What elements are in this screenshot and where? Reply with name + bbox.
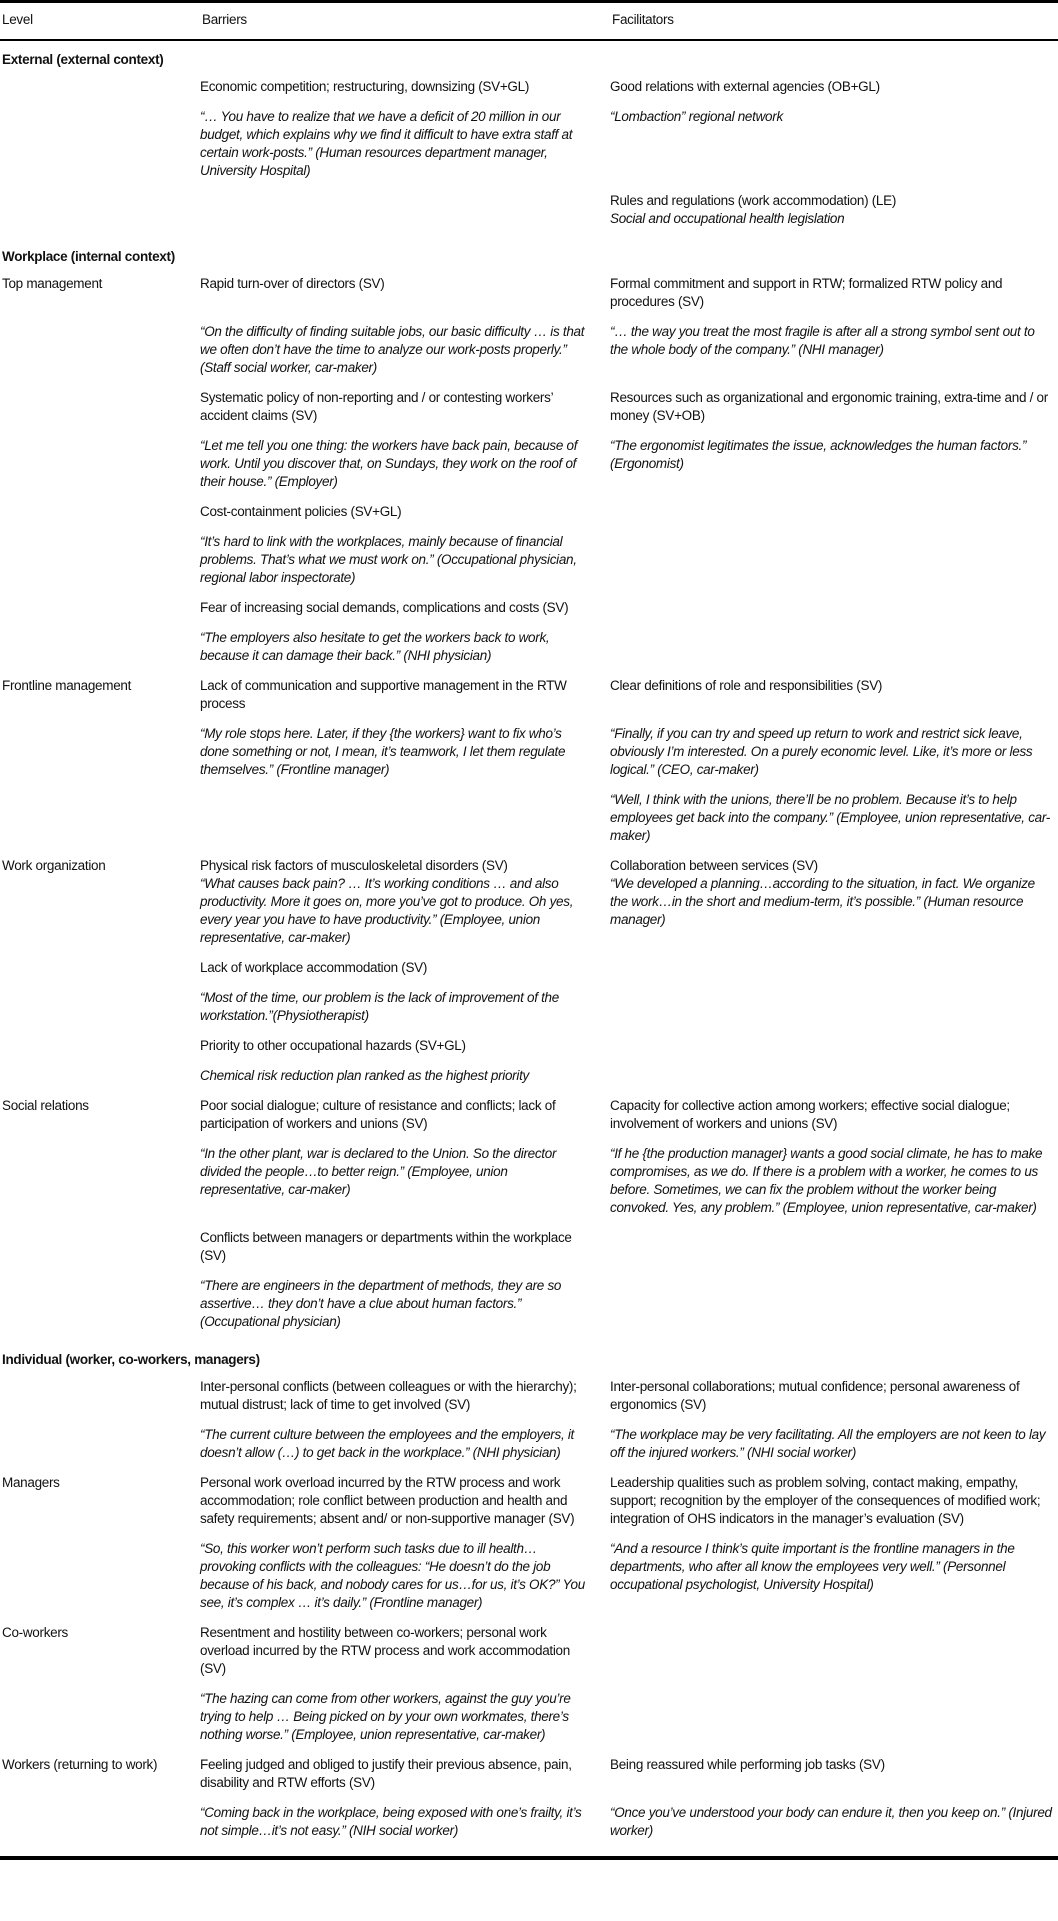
barrier-facilitator-pair	[200, 677, 1058, 713]
barriers-cell	[200, 1097, 610, 1133]
facilitators-cell	[610, 389, 1058, 425]
facilitators-cell	[610, 1067, 1058, 1068]
barrier-statement: Fear of increasing social demands, complications and costs (SV)	[200, 600, 569, 615]
facilitators-cell	[610, 437, 1058, 473]
barriers-cell	[200, 1474, 610, 1528]
barrier-quote: “On the difficulty of finding suitable jobs, our basic difficulty … is that we often don’t have the time to analyze our work-posts properly.” (Staff social worker, car-maker)	[200, 324, 585, 375]
barrier-facilitator-pair	[200, 1229, 1058, 1265]
barrier-quote: “So, this worker won’t perform such tasks due to ill health…provoking conflicts with the colleagues: “He doesn’t do the job because of his back, and nobody cares for us…for us, it’s OK?” You see, it’s complex … it’s daily.” (Frontline manager)	[200, 1541, 585, 1610]
barrier-statement: Lack of workplace accommodation (SV)	[200, 960, 428, 975]
table-row	[0, 78, 1058, 240]
facilitators-cell	[610, 1540, 1058, 1594]
barrier-facilitator-pair	[200, 725, 1058, 779]
barrier-facilitator-pair	[200, 1426, 1058, 1462]
barrier-statement: Cost-containment policies (SV+GL)	[200, 504, 402, 519]
barrier-facilitator-pair	[200, 78, 1058, 96]
barriers-cell	[200, 1229, 610, 1265]
barrier-note: Chemical risk reduction plan ranked as the highest priority	[200, 1068, 529, 1083]
barrier-facilitator-pair	[200, 1690, 1058, 1744]
facilitators-cell	[610, 959, 1058, 960]
barriers-cell	[200, 323, 610, 377]
barriers-cell	[200, 503, 610, 521]
level-cell: Co-workers	[2, 1625, 69, 1640]
barrier-quote: “Let me tell you one thing: the workers have back pain, because of work. Until you discover that, on Sundays, they work on the roof of their house.” (Employer)	[200, 438, 578, 489]
facilitator-statement: Being reassured while performing job tasks (SV)	[610, 1757, 885, 1772]
table-row	[0, 1756, 1058, 1852]
facilitators-cell	[610, 629, 1058, 630]
section-header: Workplace (internal context)	[2, 249, 175, 264]
barrier-quote: “What causes back pain? … It’s working conditions … and also productivity. More it goes on, more you’ve got to produce. Oh yes, every year you have to have productivity.” (Employee, union representative, car-maker)	[200, 876, 574, 945]
barrier-statement: Resentment and hostility between co-workers; personal work overload incurred by the RTW process and work accommodation (SV)	[200, 1625, 570, 1676]
barriers-cell	[200, 1804, 610, 1840]
level-cell: Workers (returning to work)	[2, 1757, 158, 1772]
level-cell: Work organization	[2, 858, 106, 873]
facilitators-cell	[610, 1097, 1058, 1133]
level-cell: Social relations	[2, 1098, 89, 1113]
barrier-facilitator-pair	[200, 989, 1058, 1025]
barrier-quote: “In the other plant, war is declared to the Union. So the director divided the people…to better reign.” (Employee, union representative, car-maker)	[200, 1146, 557, 1197]
table-row	[0, 677, 1058, 857]
facilitators-cell	[610, 791, 1058, 845]
facilitator-quote: “Once you’ve understood your body can endure it, then you keep on.” (Injured worker)	[610, 1805, 1052, 1838]
table-row	[0, 1378, 1058, 1474]
table-header-row	[0, 3, 1058, 41]
facilitator-statement: Formal commitment and support in RTW; formalized RTW policy and procedures (SV)	[610, 276, 1003, 309]
row-content	[200, 857, 1058, 1097]
barrier-facilitator-pair	[200, 1624, 1058, 1678]
barrier-quote: “There are engineers in the department of methods, they are so assertive… they don’t have a clue about human factors.” (Occupational physician)	[200, 1278, 562, 1329]
barrier-statement: Conflicts between managers or departments within the workplace (SV)	[200, 1230, 572, 1263]
barrier-facilitator-pair	[200, 1277, 1058, 1331]
facilitators-cell	[610, 1037, 1058, 1038]
facilitators-cell	[610, 1690, 1058, 1691]
barriers-cell	[200, 1145, 610, 1199]
facilitators-cell	[610, 857, 1058, 929]
barriers-cell	[200, 1690, 610, 1744]
table-row	[0, 857, 1058, 1097]
facilitators-cell	[610, 1426, 1058, 1462]
barrier-quote: “… You have to realize that we have a deficit of 20 million in our budget, which explains why we find it difficult to have extra staff at certain work-posts.” (Human resources department manager, University Hospital)	[200, 109, 573, 178]
facilitators-cell	[610, 108, 1058, 126]
barrier-facilitator-pair	[200, 1145, 1058, 1217]
barrier-facilitator-pair	[200, 1097, 1058, 1133]
barrier-facilitator-pair	[200, 1037, 1058, 1055]
barriers-cell	[200, 389, 610, 425]
barrier-facilitator-pair	[200, 533, 1058, 587]
facilitator-statement: Capacity for collective action among workers; effective social dialogue; involvement of workers and unions (SV)	[610, 1098, 1010, 1131]
column-header-barriers: Barriers	[202, 12, 247, 27]
barrier-facilitator-pair	[200, 1378, 1058, 1414]
barrier-facilitator-pair	[200, 791, 1058, 845]
level-cell: Top management	[2, 276, 103, 291]
level-cell: Managers	[2, 1475, 60, 1490]
facilitator-quote: “Finally, if you can try and speed up return to work and restrict sick leave, obviously I’m interested. On a purely economic level. Like, it’s more or less logical.” (CEO, car-maker)	[610, 726, 1033, 777]
facilitator-note: Social and occupational health legislation	[610, 211, 845, 226]
row-content	[200, 275, 1058, 677]
barrier-facilitator-pair	[200, 1804, 1058, 1840]
row-content	[200, 1097, 1058, 1343]
barrier-facilitator-pair	[200, 959, 1058, 977]
facilitators-cell	[610, 503, 1058, 504]
facilitator-quote: “If he {the production manager} wants a good social climate, he has to make compromises, as we do. If there is a problem with a worker, he comes to us before. Sometimes, we can fix the problem without the worker being convoked. Yes, any problem.” (Employee, union representative, car-maker)	[610, 1146, 1043, 1215]
table-row	[0, 275, 1058, 677]
barrier-quote: “Most of the time, our problem is the lack of improvement of the workstation.”(Physiotherapist)	[200, 990, 559, 1023]
column-header-level: Level	[2, 12, 33, 27]
barrier-facilitator-pair	[200, 437, 1058, 491]
barrier-facilitator-pair	[200, 857, 1058, 947]
row-content	[200, 1474, 1058, 1624]
barriers-cell	[200, 791, 610, 792]
barrier-facilitator-pair	[200, 323, 1058, 377]
facilitator-quote: “Lombaction” regional network	[610, 109, 783, 124]
row-content	[200, 78, 1058, 240]
facilitators-cell	[610, 275, 1058, 311]
barrier-facilitator-pair	[200, 503, 1058, 521]
facilitators-cell	[610, 1804, 1058, 1840]
facilitator-statement: Inter-personal collaborations; mutual confidence; personal awareness of ergonomics (SV)	[610, 1379, 1020, 1412]
barrier-statement: Feeling judged and obliged to justify their previous absence, pain, disability and RTW efforts (SV)	[200, 1757, 572, 1790]
level-cell: Frontline management	[2, 678, 132, 693]
barrier-facilitator-pair	[200, 1067, 1058, 1085]
facilitator-statement: Resources such as organizational and ergonomic training, extra-time and / or money (SV+OB)	[610, 390, 1048, 423]
barriers-cell	[200, 108, 610, 180]
facilitators-cell	[610, 323, 1058, 359]
facilitators-cell	[610, 1229, 1058, 1230]
facilitator-quote: “Well, I think with the unions, there’ll be no problem. Because it’s to help employees get back into the company.” (Employee, union representative, car-maker)	[610, 792, 1050, 843]
facilitators-cell	[610, 533, 1058, 534]
barriers-cell	[200, 677, 610, 713]
barrier-quote: “The employers also hesitate to get the workers back to work, because it can damage their back.” (NHI physician)	[200, 630, 550, 663]
facilitators-cell	[610, 677, 1058, 695]
facilitators-cell	[610, 78, 1058, 96]
barriers-cell	[200, 599, 610, 617]
facilitators-cell	[610, 1624, 1058, 1625]
barriers-cell	[200, 629, 610, 665]
facilitator-statement: Rules and regulations (work accommodation) (LE)	[610, 193, 897, 208]
facilitators-cell	[610, 989, 1058, 990]
facilitator-quote: “And a resource I think’s quite important is the frontline managers in the departments, who after all know the employees very well.” (Personnel occupational psychologist, University Hospital)	[610, 1541, 1015, 1592]
facilitators-cell	[610, 1474, 1058, 1528]
barrier-facilitator-pair	[200, 275, 1058, 311]
facilitator-quote: “… the way you treat the most fragile is after all a strong symbol sent out to the whole body of the company.” (NHI manager)	[610, 324, 1035, 357]
barrier-quote: “It’s hard to link with the workplaces, mainly because of financial problems. That’s what we must work on.” (Occupational physician, regional labor inspectorate)	[200, 534, 577, 585]
barriers-cell	[200, 533, 610, 587]
facilitator-statement: Clear definitions of role and responsibilities (SV)	[610, 678, 883, 693]
row-content	[200, 677, 1058, 857]
table-row	[0, 1474, 1058, 1624]
facilitators-cell	[610, 1277, 1058, 1278]
barrier-facilitator-pair	[200, 192, 1058, 228]
facilitator-quote: “The workplace may be very facilitating. All the employers are not keen to lay off the injured workers.” (NHI social worker)	[610, 1427, 1046, 1460]
facilitators-cell	[610, 192, 1058, 228]
row-content	[200, 1624, 1058, 1756]
facilitators-cell	[610, 1756, 1058, 1774]
barrier-statement: Inter-personal conflicts (between colleagues or with the hierarchy); mutual distrust; lack of time to get involved (SV)	[200, 1379, 577, 1412]
barriers-cell	[200, 989, 610, 1025]
facilitators-cell	[610, 1145, 1058, 1217]
barriers-cell	[200, 1277, 610, 1331]
barriers-cell	[200, 1067, 610, 1085]
facilitator-quote: “We developed a planning…according to the situation, in fact. We organize the work…in the short and medium-term, it’s possible.” (Human resource manager)	[610, 876, 1035, 927]
barrier-facilitator-pair	[200, 629, 1058, 665]
barriers-cell	[200, 1540, 610, 1612]
barrier-statement: Systematic policy of non-reporting and / or contesting workers’ accident claims (SV)	[200, 390, 553, 423]
barriers-cell	[200, 857, 610, 947]
barrier-statement: Poor social dialogue; culture of resistance and conflicts; lack of participation of workers and unions (SV)	[200, 1098, 556, 1131]
barriers-cell	[200, 1378, 610, 1414]
barriers-cell	[200, 959, 610, 977]
section-header: External (external context)	[2, 52, 164, 67]
barriers-cell	[200, 192, 610, 193]
table-body	[0, 41, 1058, 1852]
barriers-cell	[200, 437, 610, 491]
barriers-cell	[200, 78, 610, 96]
row-content	[200, 1378, 1058, 1474]
barriers-cell	[200, 1624, 610, 1678]
barrier-facilitator-pair	[200, 1474, 1058, 1528]
barrier-facilitator-pair	[200, 599, 1058, 617]
barriers-cell	[200, 1037, 610, 1055]
facilitator-statement: Collaboration between services (SV)	[610, 858, 818, 873]
barrier-quote: “The hazing can come from other workers, against the guy you’re trying to help … Being picked on by your own workmates, there’s nothing worse.” (Employee, union representative, car-maker)	[200, 1691, 571, 1742]
barrier-statement: Personal work overload incurred by the RTW process and work accommodation; role conflict between production and health and safety requirements; absent and/ or non-supportive manager (SV)	[200, 1475, 575, 1526]
column-header-facilitators: Facilitators	[612, 12, 674, 27]
barrier-facilitator-pair	[200, 389, 1058, 425]
facilitators-cell	[610, 725, 1058, 779]
barrier-facilitator-pair	[200, 108, 1058, 180]
row-content	[200, 1756, 1058, 1852]
barrier-statement: Physical risk factors of musculoskeletal disorders (SV)	[200, 858, 508, 873]
barrier-facilitator-pair	[200, 1540, 1058, 1612]
table-row	[0, 1624, 1058, 1756]
barriers-cell	[200, 1426, 610, 1462]
barrier-facilitator-pair	[200, 1756, 1058, 1792]
section-header: Individual (worker, co-workers, managers)	[2, 1352, 260, 1367]
barrier-statement: Rapid turn-over of directors (SV)	[200, 276, 385, 291]
facilitator-statement: Good relations with external agencies (OB+GL)	[610, 79, 880, 94]
table-row	[0, 1097, 1058, 1343]
facilitators-cell	[610, 1378, 1058, 1414]
barrier-statement: Economic competition; restructuring, downsizing (SV+GL)	[200, 79, 530, 94]
barrier-quote: “Coming back in the workplace, being exposed with one’s frailty, it’s not simple…it’s not easy.” (NIH social worker)	[200, 1805, 582, 1838]
barriers-cell	[200, 725, 610, 779]
barrier-statement: Priority to other occupational hazards (SV+GL)	[200, 1038, 466, 1053]
facilitator-statement: Leadership qualities such as problem solving, contact making, empathy, support; recognition by the employer of the consequences of modified work; integration of OHS indicators in the manager’s evaluation (SV)	[610, 1475, 1041, 1526]
barrier-statement: Lack of communication and supportive management in the RTW process	[200, 678, 567, 711]
facilitator-quote: “The ergonomist legitimates the issue, acknowledges the human factors.” (Ergonomist)	[610, 438, 1027, 471]
facilitators-cell	[610, 599, 1058, 600]
barrier-quote: “The current culture between the employees and the employers, it doesn’t allow (…) to get back in the workplace.” (NHI physician)	[200, 1427, 575, 1460]
barriers-cell	[200, 275, 610, 293]
barrier-quote: “My role stops here. Later, if they {the workers} want to fix who’s done something or not, I mean, it’s teamwork, I let them regulate themselves.” (Frontline manager)	[200, 726, 566, 777]
barriers-cell	[200, 1756, 610, 1792]
